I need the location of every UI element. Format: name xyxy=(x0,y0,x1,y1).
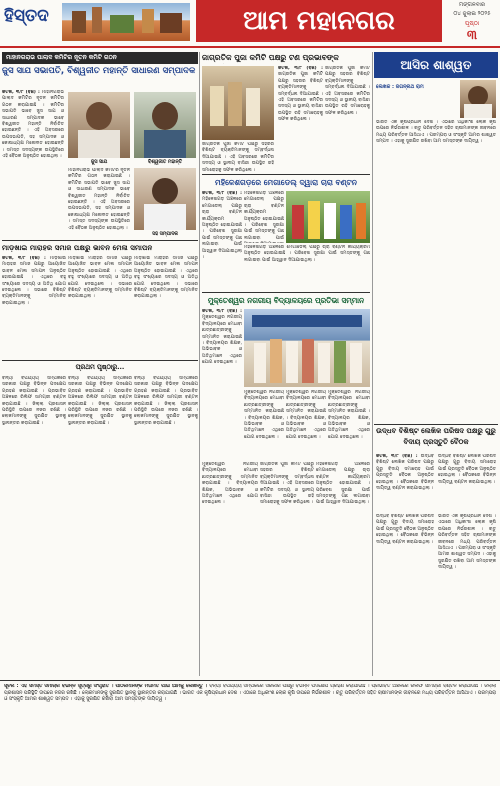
story5-text-col4: ମୁକ୍ତେଶ୍ୱର ନଗରୀୟ ବିଦ୍ୟାଳୟରେ ମେଧାବୀ ଛାତ୍ରଛାତ୍ରୀଙ୍କୁ ସମ୍ମାନିତ କରାଯାଇଛି । ବିଦ୍ୟାଳୟର ଶିକ୍ଷକ, ଅଭିଭାବକ ଓ ଅତିଥିମାନେ ଏଥିରେ ଯୋଗ ଦେଇଥିଲେ । xyxy=(328,390,370,440)
divider-story5 xyxy=(202,292,370,293)
story1-photo-3 xyxy=(134,168,196,230)
column-right-byline: ଲେଖକ : ଜଗନ୍ନାଥ ରାମ xyxy=(376,84,424,90)
bottom-center-text-2: ଜାଗ୍ରତିକ ପୁଜା କମିଟି ପକ୍ଷରୁ ସହରର ବିଶିଷ୍ଟ ବ୍ୟକ୍ତିମାନଙ୍କୁ ସମ୍ବର୍ଦ୍ଧନା ଦିଆଯାଇଛି । ଏହି ଅବସରରେ କମିଟିର ସଦସ୍ୟ ଓ ସ୍ଥାନୀୟ ବାସିନ୍ଦା ଉପସ୍ଥିତ ରହି ସମାରୋହକୁ ସଫଳ କରିଥିଲେ । xyxy=(260,462,314,506)
story2-dateline: କଟକ, ୩/୮ (ବିଜ୍ଞ) : xyxy=(2,256,46,261)
column-rule-2 xyxy=(372,52,373,676)
story5-headline: ମୁକ୍ତେଶ୍ୱର ନଗରୀୟ ବିଦ୍ୟାଳୟରେ ପ୍ରତିଭା ସମ୍ମାନ xyxy=(207,296,365,305)
story5-text-col2: ମୁକ୍ତେଶ୍ୱର ନଗରୀୟ ବିଦ୍ୟାଳୟରେ ମେଧାବୀ ଛାତ୍ରଛାତ୍ରୀଙ୍କୁ ସମ୍ମାନିତ କରାଯାଇଛି । ବିଦ୍ୟାଳୟର ଶିକ୍ଷକ, ଅଭିଭାବକ ଓ ଅତିଥିମାନେ ଏଥିରେ ଯୋଗ ଦେଇଥିଲେ । xyxy=(244,390,284,440)
story2-body xyxy=(2,256,66,356)
footer-text: ସୂଚନା : ଏହି ସମସ୍ତ ସମାଚାର ବିଭିନ୍ନ ସୂତ୍ରରୁ ସଂଗୃହୀତ । ପାଠକମାନଙ୍କ ମତାମତ ପାଇଁ ଆମକୁ ଲେଖନ୍ତୁ । xyxy=(4,684,208,689)
story4-text: ମହିଳେଶଗଡ଼ ଅଞ୍ଚଳରେ ମେଗାଡେଲ୍ ପକ୍ଷରୁ ଚାରା ବଣ୍ଟନ କାର୍ଯ୍ୟକ୍ରମ ଅନୁଷ୍ଠିତ ହୋଇଯାଇଛି । ପରିବେଶ ସୁରକ୍ଷା ପାଇଁ ସମସ୍ତଙ୍କୁ ଗଛ ଲଗାଇବା ପାଇଁ ଆହ୍ୱାନ ଦିଆଯାଇଥିଲା । xyxy=(202,197,242,261)
story3-text-col3: ଜାଗ୍ରତିକ ପୁଜା କମିଟି ପକ୍ଷରୁ ସହରର ବିଶିଷ୍ଟ ବ୍ୟକ୍ତିମାନଙ୍କୁ ସମ୍ବର୍ଦ୍ଧନା ଦିଆଯାଇଛି । ଏହି ଅବସରରେ କମିଟିର ସଦସ୍ୟ ଓ ସ୍ଥାନୀୟ ବାସିନ୍ଦା ଉପସ୍ଥିତ ରହି ସମାରୋହକୁ ସଫଳ କରିଥିଲେ । xyxy=(202,142,274,172)
story1-text: ମାହାନଗରାଭ ପାଲାଦ କମିଟିର ନୂତନ କମିଟିର ଗଠନ କରାଯାଇଛି । କମିଟିର ସଭାପତି ଭାବେ ଜୁସ ସାଯ ଓ ସାଧାରଣ ସମ୍ପାଦକ ଭାବେ ବିଶ୍ୱଜୀତ ମହାନ୍ତି ନିର୍ବାଚିତ ହୋଇଛନ୍ତି । ଏହି ଅବସରରେ ଉପସଭାପତି, ସହ ସମ୍ପାଦକ ଓ କୋଷାଧ୍ୟକ୍ଷ ମନୋନୀତ ହୋଇଛନ୍ତି । ସମସ୍ତ ସଦସ୍ୟଙ୍କ ଉପସ୍ଥିତିରେ ଏହି ବୈଠକ ଅନୁଷ୍ଠିତ ହୋଇଥିଲା । xyxy=(2,90,64,160)
banner-top-text: ମାହାନଗରାଭ ପାଲାଦ କମିଟିର ନୂତନ କମିଟି ଗଠନ xyxy=(6,54,117,61)
divider-story6 xyxy=(374,424,498,425)
bottom-col-1 xyxy=(2,376,66,676)
bottom-center-text-1: ମୁକ୍ତେଶ୍ୱର ନଗରୀୟ ବିଦ୍ୟାଳୟରେ ମେଧାବୀ ଛାତ୍ରଛାତ୍ରୀଙ୍କୁ ସମ୍ମାନିତ କରାଯାଇଛି । ବିଦ୍ୟାଳୟର ଶିକ୍ଷକ, ଅଭିଭାବକ ଓ ଅତିଥିମାନେ ଏଥିରେ ଯୋଗ ଦେଇଥିଲେ । xyxy=(202,462,258,506)
masthead xyxy=(0,0,500,46)
story4-photo xyxy=(286,191,370,243)
masthead-title-text: ଆମ ମହାନଗର xyxy=(243,5,395,36)
story2-body-col3 xyxy=(134,256,198,356)
masthead-title xyxy=(196,0,442,42)
story1-text-cont: ମାହାନଗରାଭ ପାଲାଦ କମିଟିର ନୂତନ କମିଟିର ଗଠନ କରାଯାଇଛି । କମିଟିର ସଭାପତି ଭାବେ ଜୁସ ସାଯ ଓ ସାଧାରଣ ସମ୍ପାଦକ ଭାବେ ବିଶ୍ୱଜୀତ ମହାନ୍ତି ନିର୍ବାଚିତ ହୋଇଛନ୍ତି । ଏହି ଅବସରରେ ଉପସଭାପତି, ସହ ସମ୍ପାଦକ ଓ କୋଷାଧ୍ୟକ୍ଷ ମନୋନୀତ ହୋଇଛନ୍ତି । ସମସ୍ତ ସଦସ୍ୟଙ୍କ ଉପସ୍ଥିତିରେ ଏହି ବୈଠକ ଅନୁଷ୍ଠିତ ହୋଇଥିଲା । xyxy=(68,168,130,231)
story3-text-col2: ଜାଗ୍ରତିକ ପୁଜା କମିଟି ପକ୍ଷରୁ ସହରର ବିଶିଷ୍ଟ ବ୍ୟକ୍ତିମାନଙ୍କୁ ସମ୍ବର୍ଦ୍ଧନା ଦିଆଯାଇଛି । ଏହି ଅବସରରେ କମିଟିର ସଦସ୍ୟ ଓ ସ୍ଥାନୀୟ ବାସିନ୍ଦା ଉପସ୍ଥିତ ରହି ସମାରୋହକୁ ସଫଳ କରିଥିଲେ । xyxy=(325,66,370,116)
story5-body-col2 xyxy=(244,390,284,459)
masthead-page-label: ପୃଷ୍ଠା xyxy=(464,20,480,27)
story1-headline: ଜୁସ ସାଯ ସଭାପତି, ବିଶ୍ୱଜୀତ ମହାନ୍ତି ସାଧାରଣ ସମ୍ପାଦକ xyxy=(2,66,196,76)
story1-dateline: କଟକ, ୩/୮ (ବିଜ୍ଞ) : xyxy=(2,90,40,95)
story5-text: ମୁକ୍ତେଶ୍ୱର ନଗରୀୟ ବିଦ୍ୟାଳୟରେ ମେଧାବୀ ଛାତ୍ରଛାତ୍ରୀଙ୍କୁ ସମ୍ମାନିତ କରାଯାଇଛି । ବିଦ୍ୟାଳୟର ଶିକ୍ଷକ, ଅଭିଭାବକ ଓ ଅତିଥିମାନେ ଏଥିରେ ଯୋଗ ଦେଇଥିଲେ । xyxy=(202,315,242,366)
bottom-right-col-1 xyxy=(376,514,434,676)
divider-story4 xyxy=(202,174,370,175)
masthead-day: ମଙ୍ଗଳବାର xyxy=(458,2,486,8)
story1-caption-3: ସହ ସମ୍ପାଦକ xyxy=(152,232,178,237)
story6-body xyxy=(376,454,434,510)
story4-text-col2: ମହିଳେଶଗଡ଼ ଅଞ୍ଚଳରେ ମେଗାଡେଲ୍ ପକ୍ଷରୁ ଚାରା ବଣ୍ଟନ କାର୍ଯ୍ୟକ୍ରମ ଅନୁଷ୍ଠିତ ହୋଇଯାଇଛି । ପରିବେଶ ସୁରକ୍ଷା ପାଇଁ ସମସ୍ତଙ୍କୁ ଗଛ ଲଗାଇବା ପାଇଁ xyxy=(244,191,284,241)
story5-dateline: କଟକ, ୩/୮ (ବିଜ୍ଞ) : xyxy=(202,309,242,314)
column-right-photo xyxy=(460,80,496,118)
story5-text-col3: ମୁକ୍ତେଶ୍ୱର ନଗରୀୟ ବିଦ୍ୟାଳୟରେ ମେଧାବୀ ଛାତ୍ରଛାତ୍ରୀଙ୍କୁ ସମ୍ମାନିତ କରାଯାଇଛି । ବିଦ୍ୟାଳୟର ଶିକ୍ଷକ, ଅଭିଭାବକ ଓ ଅତିଥିମାନେ ଏଥିରେ ଯୋଗ ଦେଇଥିଲେ । xyxy=(286,390,326,440)
bottom-right-text-1: ଉଦ୍ଧବ ବିଶିଷ୍ଟ ଲେଖିକ ପରିଷଦ ପକ୍ଷରୁ ଗୁରୁ ବିଦାୟ ସମାରୋହ ପାଇଁ ପ୍ରସ୍ତୁତି ବୈଠକ ଅନୁଷ୍ଠିତ ହୋଇଥିଲା । ବୈଠକରେ ବିଭିନ୍ନ ଦାୟିତ୍ୱ ବଣ୍ଟନ କରାଯାଇଥିଲା । xyxy=(376,514,434,545)
banner-top xyxy=(2,52,198,64)
story6-text-col2: ଉଦ୍ଧବ ବିଶିଷ୍ଟ ଲେଖିକ ପରିଷଦ ପକ୍ଷରୁ ଗୁରୁ ବିଦାୟ ସମାରୋହ ପାଇଁ ପ୍ରସ୍ତୁତି ବୈଠକ ଅନୁଷ୍ଠିତ ହୋଇଥିଲା । ବୈଠକରେ ବିଭିନ୍ନ ଦାୟିତ୍ୱ ବଣ୍ଟନ କରାଯାଇଥିଲା । xyxy=(438,454,496,485)
story3-photo xyxy=(202,66,274,140)
bottom-center-col-1 xyxy=(202,462,258,676)
masthead-logo xyxy=(4,6,60,34)
story5-body xyxy=(202,309,242,459)
story3-body xyxy=(278,66,323,172)
story3-text: ଜାଗ୍ରତିକ ପୁଜା କମିଟି ପକ୍ଷରୁ ସହରର ବିଶିଷ୍ଟ ବ୍ୟକ୍ତିମାନଙ୍କୁ ସମ୍ବର୍ଦ୍ଧନା ଦିଆଯାଇଛି । ଏହି ଅବସରରେ କମିଟିର ସଦସ୍ୟ ଓ ସ୍ଥାନୀୟ ବାସିନ୍ଦା ଉପସ୍ଥିତ ରହି ସମାରୋହକୁ ସଫଳ କରିଥିଲେ । xyxy=(278,72,323,123)
story3-headline: ଜାଗ୍ରତିକ ପୁଜା କମିଟି ପକ୍ଷରୁ ଟଣ ପ୍ରଭାବଙ୍କ xyxy=(202,53,339,62)
masthead-page-number: ୩ xyxy=(466,28,478,43)
story4-headline: ମହିଳେଶଗଡ଼ରେ ମେଗାଡେଲ୍ ଦ୍ୱାରା ଚାରା ବଣ୍ଟନ xyxy=(215,178,357,187)
divider-bottom xyxy=(2,360,198,361)
footer-strip xyxy=(4,684,496,782)
story4-body-col3 xyxy=(244,245,370,289)
story3-dateline: କଟକ, ୩/୮ (ବିଜ୍ଞ) : xyxy=(278,66,323,71)
story1-caption-2: ବିଶ୍ୱଜୀତ ମହାନ୍ତି xyxy=(147,160,183,165)
bottom-right-col-2 xyxy=(438,514,496,676)
masthead-logo-text: ହିସ୍ତଦ xyxy=(4,6,49,26)
story4-text-col3: ମହିଳେଶଗଡ଼ ଅଞ୍ଚଳରେ ମେଗାଡେଲ୍ ପକ୍ଷରୁ ଚାରା ବଣ୍ଟନ କାର୍ଯ୍ୟକ୍ରମ ଅନୁଷ୍ଠିତ ହୋଇଯାଇଛି । ପରିବେଶ ସୁରକ୍ଷା ପାଇଁ ସମସ୍ତଙ୍କୁ ଗଛ ଲଗାଇବା ପାଇଁ ଆହ୍ୱାନ ଦିଆଯାଇଥିଲା । xyxy=(244,245,370,263)
column-right-heading: ଆସିର ଶାଶ୍ୱତ xyxy=(400,57,472,72)
story1-body-cont xyxy=(68,168,130,238)
story1-photo-1 xyxy=(68,92,130,158)
story5-body-col3 xyxy=(286,390,326,459)
masthead-cityscape xyxy=(62,3,190,41)
story1-photo-2 xyxy=(134,92,196,158)
story6-dateline: କଟକ, ୩/୮ (ବିଜ୍ଞ) : xyxy=(376,454,418,459)
story1-caption-1: ଜୁସ ସାଯ xyxy=(90,160,108,165)
story2-text-col2: ମାଡ଼ଖାଇ ମାରାହର ସମାଜ ପକ୍ଷରୁ ଆୟୋଜିତ ଭାବନ ମେଳା ସମାପନ ଅନୁଷ୍ଠିତ ହୋଇଯାଇଛି । ଏଥିରେ ବହୁ ସଂଖ୍ୟାରେ ସଦସ୍ୟ ଓ ଅତିଥି ଯୋଗ ଦେଇଥିଲେ । ସଭାରେ ବିଶିଷ୍ଟ ବ୍ୟକ୍ତିମାନଙ୍କୁ ସମ୍ମାନିତ କରାଯାଇଥିଲା । xyxy=(68,256,132,300)
bottom-text-3: ବନ୍ୟା ବିପର୍ଯ୍ୟୟ ସମ୍ପର୍କରେ ସରକାର ପକ୍ଷରୁ ବିଭିନ୍ନ ପଦକ୍ଷେପ ଗ୍ରହଣ କରାଯାଇଛି । ପ୍ରଭାବିତ ଅଞ୍ଚଳରେ ରିଲିଫ ସାମଗ୍ରୀ ବଣ୍ଟନ କରାଯାଉଛି । ଜିଲ୍ଲା ପ୍ରଶାସନ ପରିସ୍ଥିତି ଉପରେ ନଜର ରଖିଛି । ଲୋକମାନଙ୍କୁ ସୁରକ୍ଷିତ ସ୍ଥାନକୁ ସ୍ଥାନାନ୍ତର କରାଯାଇଛି । xyxy=(134,376,198,426)
masthead-date: ୦୪ ଜୁଲାଇ ୨୦୨୫ xyxy=(453,11,491,17)
bottom-text-1: ବନ୍ୟା ବିପର୍ଯ୍ୟୟ ସମ୍ପର୍କରେ ସରକାର ପକ୍ଷରୁ ବିଭିନ୍ନ ପଦକ୍ଷେପ ଗ୍ରହଣ କରାଯାଇଛି । ପ୍ରଭାବିତ ଅଞ୍ଚଳରେ ରିଲିଫ ସାମଗ୍ରୀ ବଣ୍ଟନ କରାଯାଉଛି । ଜିଲ୍ଲା ପ୍ରଶାସନ ପରିସ୍ଥିତି ଉପରେ ନଜର ରଖିଛି । ଲୋକମାନଙ୍କୁ ସୁରକ୍ଷିତ ସ୍ଥାନକୁ ସ୍ଥାନାନ୍ତର କରାଯାଇଛି । xyxy=(2,376,66,426)
story2-headline: ମାଡ଼ଖାଇ ମାରାହର ସମାଜ ପକ୍ଷରୁ ଭାବନ ମେଳା ସମାପନ xyxy=(2,243,153,252)
masthead-rule xyxy=(0,46,500,48)
story2-text: ମାଡ଼ଖାଇ ମାରାହର ସମାଜ ପକ୍ଷରୁ ଆୟୋଜିତ ଭାବନ ମେଳା ସମାପନ ଅନୁଷ୍ଠିତ ହୋଇଯାଇଛି । ଏଥିରେ ବହୁ ସଂଖ୍ୟାରେ ସଦସ୍ୟ ଓ ଅତିଥି ଯୋଗ ଦେଇଥିଲେ । ସଭାରେ ବିଶିଷ୍ଟ ବ୍ୟକ୍ତିମାନଙ୍କୁ ସମ୍ମାନିତ କରାଯାଇଥିଲା । xyxy=(2,256,66,306)
story4-dateline: କଟକ, ୩/୮ (ବିଜ୍ଞ) : xyxy=(202,191,242,196)
divider-story2 xyxy=(2,240,198,241)
column-right-body xyxy=(376,120,496,420)
column-right-text: ଭାରତ ଏକ କୃଷିପ୍ରଧାନ ଦେଶ । ଏଠାରେ ଅଧିକାଂଶ ଲୋକ କୃଷି ଉପରେ ନିର୍ଭରଶୀଳ । ଋତୁ ପରିବର୍ତ୍ତନ ସହିତ ଚାଷୀମାନଙ୍କ ଜୀବନରେ ମଧ୍ୟ ପରିବର୍ତ୍ତନ ଆସିଥାଏ । ପରମ୍ପରା ଓ ସଂସ୍କୃତି ଆମର ଶାଶ୍ୱତ ସମ୍ପଦ । ଏହାକୁ ସୁରକ୍ଷିତ ରଖିବା ଆମ ସମସ୍ତଙ୍କ ଦାୟିତ୍ୱ । xyxy=(376,120,496,145)
footer-text-more: ବନ୍ୟା ବିପର୍ଯ୍ୟୟ ସମ୍ପର୍କରେ ସରକାର ପକ୍ଷରୁ ବିଭିନ୍ନ ପଦକ୍ଷେପ ଗ୍ରହଣ କରାଯାଇଛି । ପ୍ରଭାବିତ ଅଞ୍ଚଳରେ ରିଲିଫ ସାମଗ୍ରୀ ବଣ୍ଟନ କରାଯାଉଛି । ଜିଲ୍ଲା ପ୍ରଶାସନ ପରିସ୍ଥିତି ଉପରେ ନଜର ରଖିଛି । ଲୋକମାନଙ୍କୁ ସୁରକ୍ଷିତ ସ୍ଥାନକୁ ସ୍ଥାନାନ୍ତର କରାଯାଇଛି । xyxy=(4,684,496,696)
story6-headline: ଉଦ୍ଧବ ବିଶିଷ୍ଟ ଲେଖିକ ପରିଷଦ ପକ୍ଷରୁ ଗୁରୁ ବିଦାୟ ପ୍ରସ୍ତୁତି ବୈଠକ xyxy=(376,427,496,446)
story2-text-col3: ମାଡ଼ଖାଇ ମାରାହର ସମାଜ ପକ୍ଷରୁ ଆୟୋଜିତ ଭାବନ ମେଳା ସମାପନ ଅନୁଷ୍ଠିତ ହୋଇଯାଇଛି । ଏଥିରେ ବହୁ ସଂଖ୍ୟାରେ ସଦସ୍ୟ ଓ ଅତିଥି ଯୋଗ ଦେଇଥିଲେ । ସଭାରେ ବିଶିଷ୍ଟ ବ୍ୟକ୍ତିମାନଙ୍କୁ ସମ୍ମାନିତ କରାଯାଇଥିଲା । xyxy=(134,256,198,300)
story5-photo xyxy=(244,309,370,387)
column-rule-1 xyxy=(199,52,200,676)
story3-body-col3 xyxy=(202,142,274,172)
footer-rule xyxy=(0,680,500,681)
bottom-section-title: ପ୍ରଥମ ପୃଷ୍ଠାରୁ... xyxy=(75,363,125,371)
bottom-right-text-2: ଭାରତ ଏକ କୃଷିପ୍ରଧାନ ଦେଶ । ଏଠାରେ ଅଧିକାଂଶ ଲୋକ କୃଷି ଉପରେ ନିର୍ଭରଶୀଳ । ଋତୁ ପରିବର୍ତ୍ତନ ସହିତ ଚାଷୀମାନଙ୍କ ଜୀବନରେ ମଧ୍ୟ ପରିବର୍ତ୍ତନ ଆସିଥାଏ । ପରମ୍ପରା ଓ ସଂସ୍କୃତି ଆମର ଶାଶ୍ୱତ ସମ୍ପଦ । ଏହାକୁ ସୁରକ୍ଷିତ ରଖିବା ଆମ ସମସ୍ତଙ୍କ ଦାୟିତ୍ୱ । xyxy=(438,514,496,571)
story5-body-col4 xyxy=(328,390,370,459)
story6-body-col2 xyxy=(438,454,496,510)
story2-body-col2 xyxy=(68,256,132,356)
masthead-dateblock xyxy=(446,2,498,42)
bottom-center-col-2 xyxy=(260,462,314,676)
footer-text-more-2: ଭାରତ ଏକ କୃଷିପ୍ରଧାନ ଦେଶ । ଏଠାରେ ଅଧିକାଂଶ ଲୋକ କୃଷି ଉପରେ ନିର୍ଭରଶୀଳ । ଋତୁ ପରିବର୍ତ୍ତନ ସହିତ ଚାଷୀମାନଙ୍କ ଜୀବନରେ ମଧ୍ୟ ପରିବର୍ତ୍ତନ ଆସିଥାଏ । ପରମ୍ପରା ଓ ସଂସ୍କୃତି ଆମର ଶାଶ୍ୱତ ସମ୍ପଦ । ଏହାକୁ ସୁରକ୍ଷିତ ରଖିବା ଆମ ସମସ୍ତଙ୍କ ଦାୟିତ୍ୱ । xyxy=(4,690,496,703)
story6-text: ଉଦ୍ଧବ ବିଶିଷ୍ଟ ଲେଖିକ ପରିଷଦ ପକ୍ଷରୁ ଗୁରୁ ବିଦାୟ ସମାରୋହ ପାଇଁ ପ୍ରସ୍ତୁତି ବୈଠକ ଅନୁଷ୍ଠିତ ହୋଇଥିଲା । ବୈଠକରେ ବିଭିନ୍ନ ଦାୟିତ୍ୱ ବଣ୍ଟନ କରାଯାଇଥିଲା । xyxy=(376,454,434,492)
bottom-text-2: ବନ୍ୟା ବିପର୍ଯ୍ୟୟ ସମ୍ପର୍କରେ ସରକାର ପକ୍ଷରୁ ବିଭିନ୍ନ ପଦକ୍ଷେପ ଗ୍ରହଣ କରାଯାଇଛି । ପ୍ରଭାବିତ ଅଞ୍ଚଳରେ ରିଲିଫ ସାମଗ୍ରୀ ବଣ୍ଟନ କରାଯାଉଛି । ଜିଲ୍ଲା ପ୍ରଶାସନ ପରିସ୍ଥିତି ଉପରେ ନଜର ରଖିଛି । ଲୋକମାନଙ୍କୁ ସୁରକ୍ଷିତ ସ୍ଥାନକୁ ସ୍ଥାନାନ୍ତର କରାଯାଇଛି । xyxy=(68,376,132,426)
bottom-col-3 xyxy=(134,376,198,676)
story4-body xyxy=(202,191,242,289)
story1-body xyxy=(2,90,64,238)
bottom-center-col-3 xyxy=(316,462,370,676)
bottom-col-2 xyxy=(68,376,132,676)
story4-body-col2 xyxy=(244,191,284,243)
bottom-center-text-3: ମହିଳେଶଗଡ଼ ଅଞ୍ଚଳରେ ମେଗାଡେଲ୍ ପକ୍ଷରୁ ଚାରା ବଣ୍ଟନ କାର୍ଯ୍ୟକ୍ରମ ଅନୁଷ୍ଠିତ ହୋଇଯାଇଛି । ପରିବେଶ ସୁରକ୍ଷା ପାଇଁ ସମସ୍ତଙ୍କୁ ଗଛ ଲଗାଇବା ପାଇଁ ଆହ୍ୱାନ ଦିଆଯାଇଥିଲା । xyxy=(316,462,370,506)
story3-body-col2 xyxy=(325,66,370,172)
column-right-header xyxy=(374,52,498,78)
